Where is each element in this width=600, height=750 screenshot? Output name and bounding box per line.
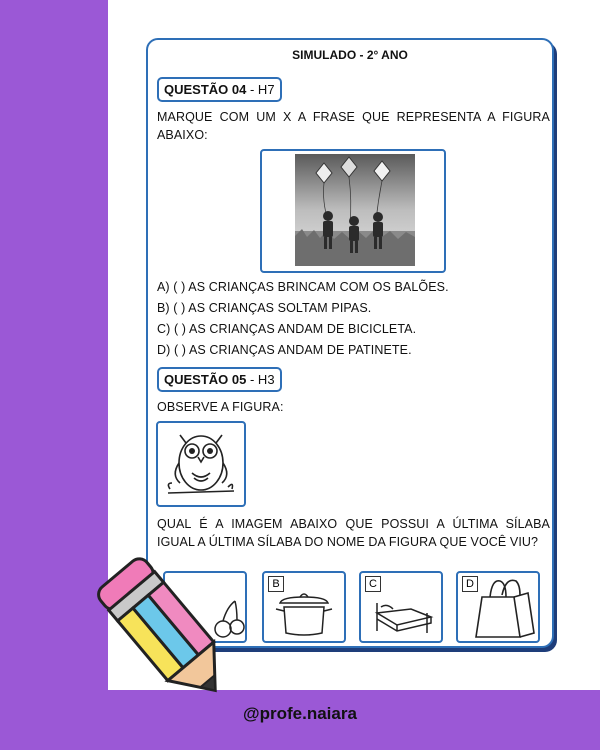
kites-photo bbox=[260, 149, 446, 273]
question-04-code: - H7 bbox=[249, 82, 275, 97]
choice-card-b[interactable] bbox=[262, 571, 346, 643]
q4-option-d: D) ( ) AS CRIANÇAS ANDAM DE PATINETE. bbox=[157, 343, 412, 357]
footer-handle: @profe.naiara bbox=[243, 704, 357, 723]
question-05-number: QUESTÃO 05 bbox=[164, 372, 247, 387]
choice-letter-b: B bbox=[268, 576, 284, 592]
children-flying-kites-image bbox=[262, 151, 444, 271]
pencil-icon bbox=[82, 548, 252, 718]
owl-figure bbox=[156, 421, 246, 507]
q5-question-line2: IGUAL A ÚLTIMA SÍLABA DO NOME DA FIGURA QUE VOCÊ VIU? bbox=[157, 535, 539, 549]
question-04-number: QUESTÃO 04 bbox=[164, 82, 247, 97]
choice-card-c[interactable] bbox=[359, 571, 443, 643]
q4-option-b: B) ( ) AS CRIANÇAS SOLTAM PIPAS. bbox=[157, 301, 372, 315]
q5-question-line1: QUAL É A IMAGEM ABAIXO QUE POSSUI A ÚLTIMA SÍLABA bbox=[157, 517, 550, 531]
sheet-title: SIMULADO - 2° ANO bbox=[292, 48, 408, 62]
q4-option-c: C) ( ) AS CRIANÇAS ANDAM DE BICICLETA. bbox=[157, 322, 417, 336]
question-05-code: - H3 bbox=[249, 372, 275, 387]
choice-letter-d: D bbox=[462, 576, 478, 592]
owl-icon bbox=[158, 423, 244, 505]
choice-letter-c: C bbox=[365, 576, 381, 592]
q4-prompt-line2: ABAIXO: bbox=[157, 128, 208, 142]
choice-card-d[interactable] bbox=[456, 571, 540, 643]
q4-prompt-line1: MARQUE COM UM X A FRASE QUE REPRESENTA A FIGURA bbox=[157, 110, 550, 124]
question-04-label bbox=[157, 77, 282, 102]
question-05-label bbox=[157, 367, 282, 392]
q5-observe: OBSERVE A FIGURA: bbox=[157, 400, 284, 414]
q4-option-a: A) ( ) AS CRIANÇAS BRINCAM COM OS BALÕES. bbox=[157, 280, 449, 294]
